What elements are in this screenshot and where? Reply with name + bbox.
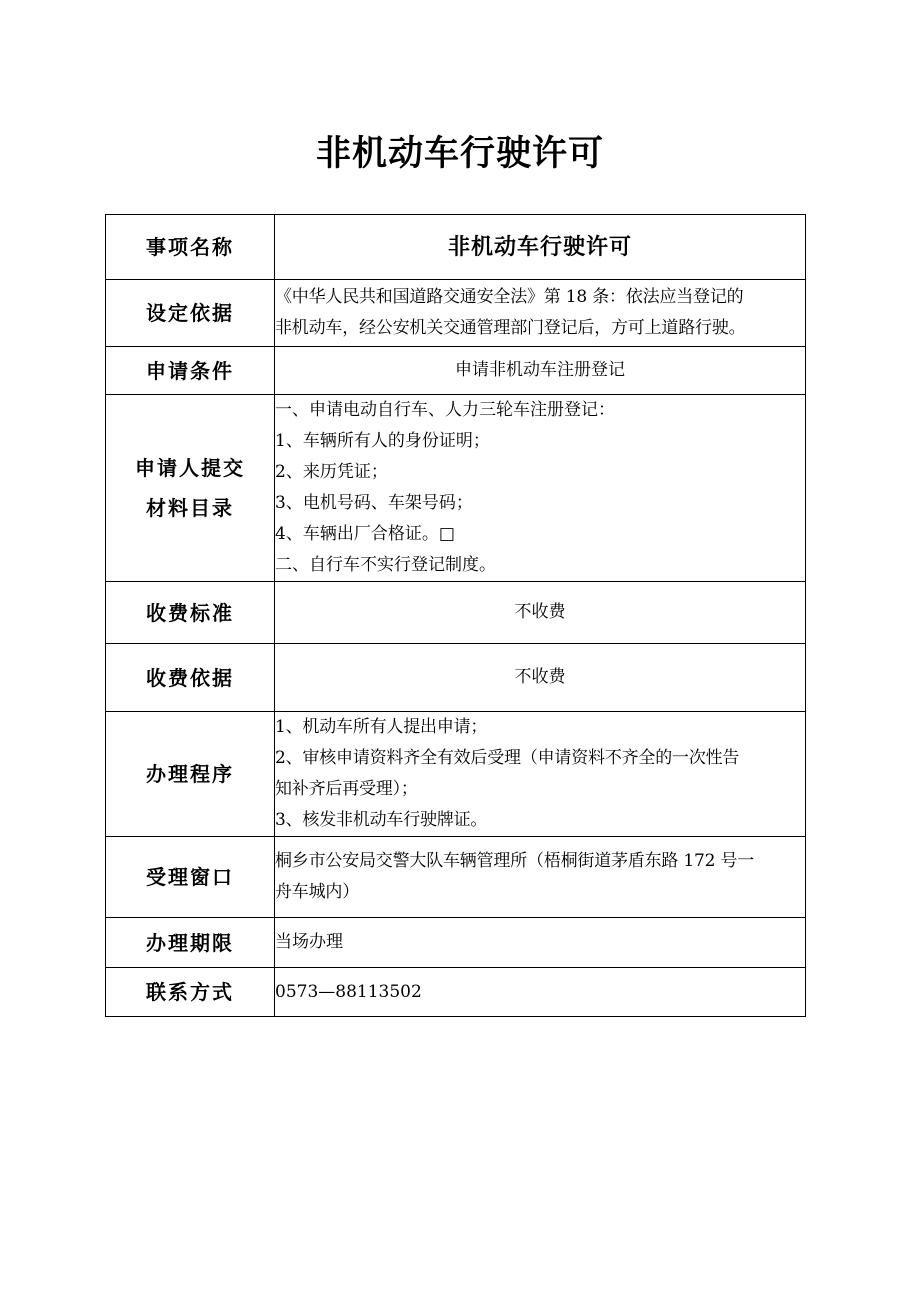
procedure-step: 1、机动车所有人提出申请；: [275, 717, 488, 737]
materials-item: 1、车辆所有人的身份证明；: [275, 431, 490, 451]
basis-value: [275, 280, 806, 347]
fee-standard-value: 不收费: [275, 582, 806, 644]
basis-line: 非机动车，经公安机关交通管理部门登记后，方可上道路行驶。: [275, 318, 746, 338]
conditions-label: 申请条件: [106, 347, 275, 395]
document-title: 非机动车行驶许可: [315, 134, 604, 174]
table-row-procedure: [106, 712, 806, 837]
table-row-conditions: [106, 347, 806, 395]
time-limit-value: 当场办理: [275, 918, 806, 968]
table-row-contact: [106, 968, 806, 1017]
materials-item: 一、申请电动自行车、人力三轮车注册登记：: [275, 400, 615, 420]
materials-item: 3、电机号码、车架号码；: [275, 493, 473, 513]
materials-label-line: 材料目录: [146, 496, 234, 520]
table-row-item-name: [106, 215, 806, 280]
procedure-step: 2、审核申请资料齐全有效后受理（申请资料不齐全的一次性告: [275, 748, 740, 768]
contact-value: 0573—88113502: [275, 968, 806, 1017]
procedure-step: 知补齐后再受理）；: [275, 779, 418, 799]
table-row-fee-standard: [106, 582, 806, 644]
materials-item: 2、来历凭证；: [275, 462, 388, 482]
materials-value: [275, 395, 806, 582]
procedure-value: [275, 712, 806, 837]
table-row-materials: [106, 395, 806, 582]
fee-basis-value: 不收费: [275, 644, 806, 712]
materials-label-line: 申请人提交: [135, 456, 245, 480]
permit-info-table: [105, 214, 806, 1017]
materials-label: [106, 395, 275, 582]
fee-basis-label: 收费依据: [106, 644, 275, 712]
time-limit-label: 办理期限: [106, 918, 275, 968]
item-name-value: 非机动车行驶许可: [275, 215, 806, 280]
table-row-window: [106, 837, 806, 918]
table-row-fee-basis: [106, 644, 806, 712]
basis-label: 设定依据: [106, 280, 275, 347]
materials-item: 4、车辆出厂合格证。□: [275, 524, 455, 544]
procedure-label: 办理程序: [106, 712, 275, 837]
window-label: 受理窗口: [106, 837, 275, 918]
basis-line: 《中华人民共和国道路交通安全法》第 18 条：依法应当登记的: [275, 287, 744, 307]
fee-standard-label: 收费标准: [106, 582, 275, 644]
window-line: 舟车城内）: [275, 882, 359, 902]
item-name-label: 事项名称: [106, 215, 275, 280]
contact-label: 联系方式: [106, 968, 275, 1017]
window-value: [275, 837, 806, 918]
table-row-basis: [106, 280, 806, 347]
window-line: 桐乡市公安局交警大队车辆管理所（梧桐街道茅盾东路 172 号一: [275, 851, 755, 871]
table-row-time-limit: [106, 918, 806, 968]
conditions-value: 申请非机动车注册登记: [275, 347, 806, 395]
procedure-step: 3、核发非机动车行驶牌证。: [275, 810, 488, 830]
materials-item: 二、自行车不实行登记制度。: [275, 555, 496, 575]
